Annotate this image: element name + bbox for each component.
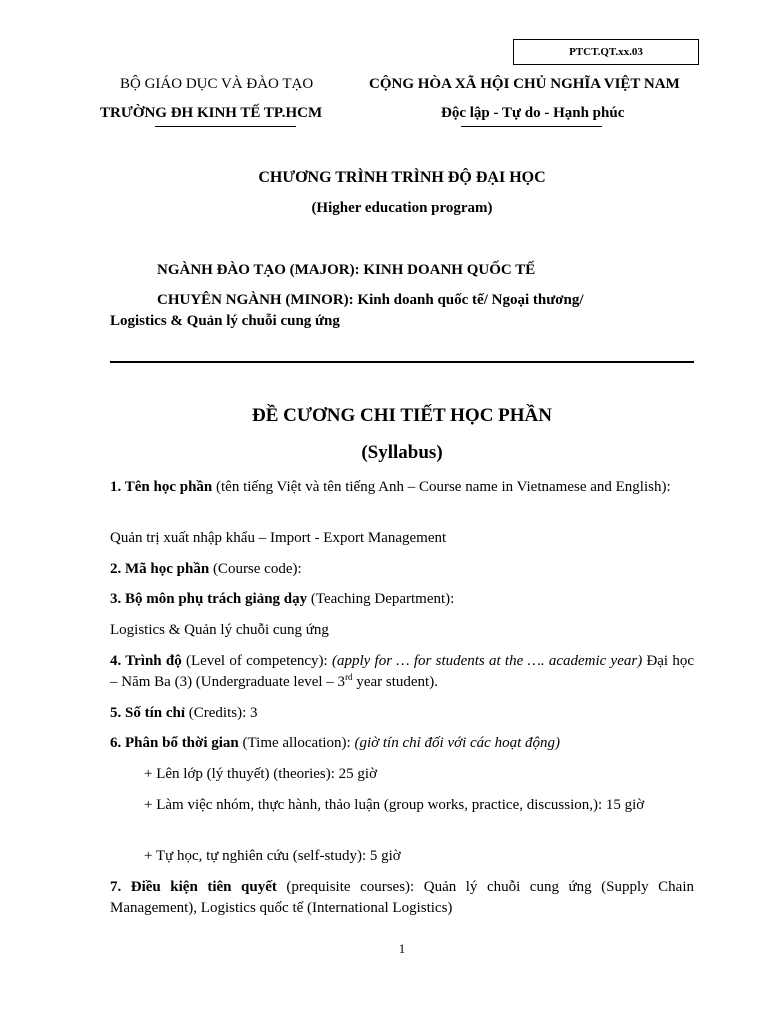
- item-competency-text: (Level of competency):: [181, 653, 332, 669]
- course-name-value: Quản trị xuất nhập khẩu – Import - Export Management: [110, 530, 447, 546]
- program-title: CHƯƠNG TRÌNH TRÌNH ĐỘ ĐẠI HỌC: [258, 169, 546, 186]
- item-competency-italic: (apply for … for students at the …. academic year): [331, 653, 643, 669]
- page-number: 1: [398, 941, 406, 956]
- syllabus-subtitle: (Syllabus): [361, 442, 443, 463]
- program-subtitle: (Higher education program): [311, 200, 493, 216]
- item-department-label: 3. Bộ môn phụ trách giảng dạy: [110, 591, 308, 607]
- document-code-box: PTCT.QT.xx.03: [513, 39, 699, 65]
- item-competency-sup: rd: [345, 672, 353, 682]
- item-competency-label: 4. Trình độ: [110, 653, 182, 669]
- item-course-name: [110, 477, 694, 498]
- school-name: TRƯỜNG ĐH KINH TẾ TP.HCM: [100, 105, 323, 121]
- item-time-allocation-label: 6. Phân bổ thời gian: [110, 735, 239, 751]
- item-time-allocation: [110, 733, 694, 754]
- item-credits-label: 5. Số tín chỉ: [110, 705, 186, 721]
- item-department-text: (Teaching Department):: [307, 591, 455, 607]
- item-course-name-text: (tên tiếng Việt và tên tiếng Anh – Course name in Vietnamese and English):: [212, 479, 671, 495]
- item-credits-text: (Credits): 3: [185, 705, 258, 721]
- major-line: NGÀNH ĐÀO TẠO (MAJOR): KINH DOANH QUỐC TẾ: [157, 262, 536, 278]
- minor-line-2: Logistics & Quản lý chuỗi cung ứng: [110, 313, 340, 329]
- school-underline: [155, 126, 296, 127]
- item-competency: [110, 651, 694, 693]
- item-competency-value-a: Đại học – Năm Ba (3) (Undergraduate level – 3: [110, 653, 695, 690]
- item-course-name-label: 1. Tên học phần: [110, 479, 213, 495]
- item-prerequisites: [110, 877, 694, 919]
- item-credits: [110, 703, 694, 724]
- time-self-study: + Tự học, tự nghiên cứu (self-study): 5 giờ: [144, 848, 401, 864]
- minor-line-1: CHUYÊN NGÀNH (MINOR): Kinh doanh quốc tế/ Ngoại thương/: [157, 292, 584, 308]
- syllabus-title: ĐỀ CƯƠNG CHI TIẾT HỌC PHẦN: [252, 405, 552, 426]
- item-course-code-label: 2. Mã học phần: [110, 561, 210, 577]
- item-prerequisites-label: 7. Điều kiện tiên quyết: [110, 879, 277, 895]
- item-time-allocation-italic: (giờ tín chỉ đối với các hoạt động): [354, 735, 561, 751]
- item-time-allocation-text: (Time allocation):: [238, 735, 355, 751]
- item-course-code: [110, 559, 694, 580]
- time-group-work: + Làm việc nhóm, thực hành, thảo luận (group works, practice, discussion,): 15 giờ: [144, 797, 645, 813]
- item-course-code-text: (Course code):: [209, 561, 302, 577]
- time-theory: + Lên lớp (lý thuyết) (theories): 25 giờ: [144, 766, 378, 782]
- section-divider: [110, 361, 694, 363]
- item-competency-value-b: year student).: [352, 674, 438, 690]
- ministry-name: BỘ GIÁO DỤC VÀ ĐÀO TẠO: [120, 76, 314, 92]
- national-motto: Độc lập - Tự do - Hạnh phúc: [441, 105, 625, 121]
- item-prerequisites-text: (prequisite courses): Quản lý chuỗi cung ứng (Supply Chain Management), Logistics quốc tế (International Logistics): [110, 879, 695, 916]
- republic-name: CỘNG HÒA XÃ HỘI CHỦ NGHĨA VIỆT NAM: [369, 76, 680, 92]
- department-value: Logistics & Quản lý chuỗi cung ứng: [110, 622, 329, 638]
- motto-underline: [461, 126, 602, 127]
- item-department: [110, 589, 694, 610]
